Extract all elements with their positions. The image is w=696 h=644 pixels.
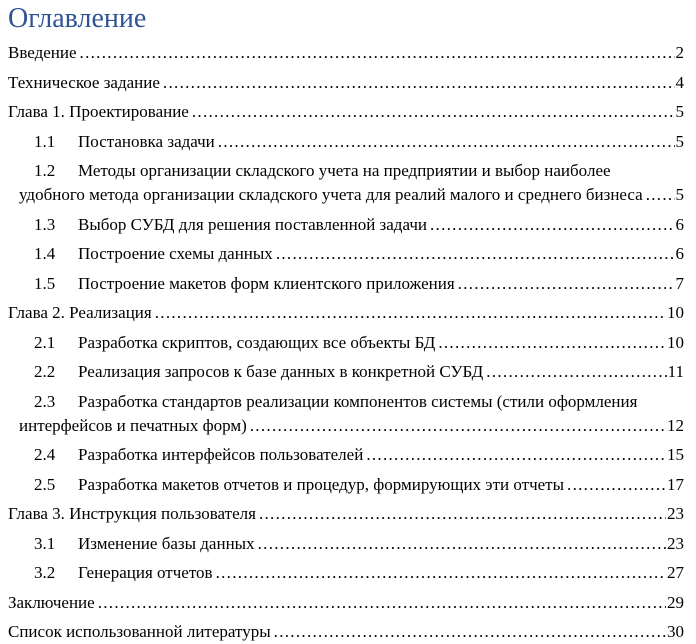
toc-entry-label: Реализация запросов к базе данных в конкретной СУБД (78, 362, 484, 381)
toc-page-number: 11 (667, 362, 684, 381)
toc-page-number: 5 (675, 131, 684, 151)
toc-page-number: 23 (667, 533, 684, 553)
toc-entry-line[interactable] (0, 100, 684, 124)
toc-page-number: 7 (675, 273, 684, 293)
toc-entry-line[interactable] (0, 360, 684, 384)
toc-entry-line[interactable] (0, 213, 684, 237)
toc-entry-line[interactable] (0, 443, 684, 467)
toc-entry[interactable] (0, 272, 684, 296)
toc-entry-number: 2.2 (34, 362, 56, 381)
toc-entry-line[interactable] (0, 183, 684, 207)
toc-entry[interactable] (0, 242, 684, 266)
toc-page-number: 5 (675, 185, 684, 204)
toc-entry-number: 2.1 (34, 332, 56, 352)
toc-entry-line[interactable] (0, 561, 684, 585)
toc-entry-line[interactable] (0, 130, 684, 154)
toc-entry-label: Список использованной литературы (8, 622, 271, 641)
toc-entry[interactable] (0, 100, 684, 124)
toc-entry-label: Изменение базы данных (78, 533, 255, 553)
toc-entry[interactable] (0, 591, 684, 615)
toc-entry-label: Методы организации складского учета на предприятии и выбор наиболее (78, 161, 611, 180)
toc-dot-leader (564, 473, 666, 497)
toc-dot-leader (189, 100, 675, 124)
toc-dot-leader (256, 502, 666, 526)
toc-entry-label: Заключение (8, 592, 95, 612)
toc-entry-line[interactable] (0, 242, 684, 266)
toc-entry-label: Постановка задачи (78, 131, 215, 151)
toc-entry-number: 3.2 (34, 563, 56, 582)
toc-dot-leader (247, 414, 666, 438)
toc-entry-label: Введение (8, 43, 77, 62)
toc-title: Оглавление (8, 3, 147, 34)
toc-dot-leader (435, 331, 666, 355)
toc-entry-line[interactable] (0, 71, 684, 95)
toc-dot-leader (215, 130, 675, 154)
toc-entry[interactable] (0, 532, 684, 556)
toc-dot-leader (160, 71, 675, 95)
toc-dot-leader (455, 272, 675, 296)
toc-dot-leader (483, 360, 666, 384)
toc-entry[interactable] (0, 620, 684, 644)
toc-page-number: 10 (667, 332, 684, 352)
toc-entry-label: Глава 1. Проектирование (8, 102, 189, 121)
toc-dot-leader (427, 213, 675, 237)
toc-entry[interactable] (0, 473, 684, 497)
toc-entry-line[interactable] (0, 159, 684, 183)
toc-entry-line[interactable] (0, 591, 684, 615)
toc-entry-number: 1.4 (34, 244, 56, 263)
toc-entry[interactable] (0, 331, 684, 355)
toc-entry-line[interactable] (0, 502, 684, 526)
toc-entry-label: Техническое задание (8, 72, 160, 92)
toc-entry-line[interactable] (0, 532, 684, 556)
toc-entry[interactable] (0, 360, 684, 384)
toc-page-number: 10 (667, 303, 684, 322)
toc-list (0, 41, 684, 644)
toc-page-number: 29 (667, 592, 684, 612)
toc-dot-leader (77, 41, 675, 65)
toc-entry-number: 1.1 (34, 131, 56, 151)
toc-entry-line[interactable] (0, 301, 684, 325)
toc-entry-line[interactable] (0, 272, 684, 296)
toc-page-number: 12 (667, 415, 684, 435)
toc-entry[interactable] (0, 301, 684, 325)
toc-page-number: 2 (675, 43, 684, 62)
toc-entry-line[interactable] (0, 414, 684, 438)
toc-entry[interactable] (0, 71, 684, 95)
toc-entry-label: Глава 2. Реализация (8, 303, 152, 322)
toc-entry-label: Построение макетов форм клиентского приложения (78, 273, 455, 293)
toc-page-number: 5 (675, 102, 684, 121)
toc-entry[interactable] (0, 130, 684, 154)
toc-entry-label: Выбор СУБД для решения поставленной задачи (78, 214, 427, 234)
toc-entry-number: 1.3 (34, 214, 56, 234)
toc-entry[interactable] (0, 41, 684, 65)
toc-page-number: 4 (675, 72, 684, 92)
toc-entry-label: удобного метода организации складского учета для реалий малого и среднего бизнеса (19, 185, 643, 204)
toc-entry[interactable] (0, 502, 684, 526)
toc-entry-label: Разработка скриптов, создающих все объекты БД (78, 332, 436, 352)
toc-dot-leader (152, 301, 666, 325)
toc-dot-leader (273, 242, 675, 266)
toc-page-number: 6 (675, 214, 684, 234)
toc-entry[interactable] (0, 213, 684, 237)
toc-dot-leader (643, 183, 675, 207)
toc-entry-line[interactable] (0, 473, 684, 497)
toc-entry-number: 1.5 (34, 273, 56, 293)
toc-entry[interactable] (0, 390, 684, 438)
toc-page-number: 6 (675, 244, 684, 263)
toc-page-number: 30 (667, 622, 684, 641)
toc-entry-label: Построение схемы данных (78, 244, 273, 263)
toc-dot-leader (213, 561, 666, 585)
toc-entry-line[interactable] (0, 41, 684, 65)
toc-dot-leader (271, 620, 666, 644)
toc-dot-leader (363, 443, 666, 467)
toc-dot-leader (95, 591, 666, 615)
toc-entry[interactable] (0, 159, 684, 207)
toc-entry[interactable] (0, 561, 684, 585)
toc-entry-label: интерфейсов и печатных форм) (19, 415, 247, 435)
toc-entry-number: 2.4 (34, 445, 56, 464)
toc-entry-number: 2.5 (34, 474, 56, 494)
toc-page-number: 27 (667, 563, 684, 582)
toc-entry-number: 1.2 (34, 161, 56, 180)
toc-dot-leader (255, 532, 666, 556)
toc-page-number: 15 (667, 445, 684, 464)
toc-entry[interactable] (0, 443, 684, 467)
toc-entry-number: 3.1 (34, 533, 56, 553)
toc-entry-line[interactable] (0, 620, 684, 644)
toc-entry-label: Разработка макетов отчетов и процедур, формирующих эти отчеты (78, 474, 565, 494)
toc-page-number: 17 (667, 474, 684, 494)
toc-entry-label: Разработка стандартов реализации компонентов системы (стили оформления (78, 391, 638, 411)
toc-entry-label: Глава 3. Инструкция пользователя (8, 504, 256, 523)
toc-entry-label: Генерация отчетов (78, 563, 213, 582)
toc-entry-line[interactable] (0, 331, 684, 355)
toc-entry-number: 2.3 (34, 391, 56, 411)
toc-page-number: 23 (667, 504, 684, 523)
toc-entry-line[interactable] (0, 390, 684, 414)
toc-entry-label: Разработка интерфейсов пользователей (78, 445, 364, 464)
